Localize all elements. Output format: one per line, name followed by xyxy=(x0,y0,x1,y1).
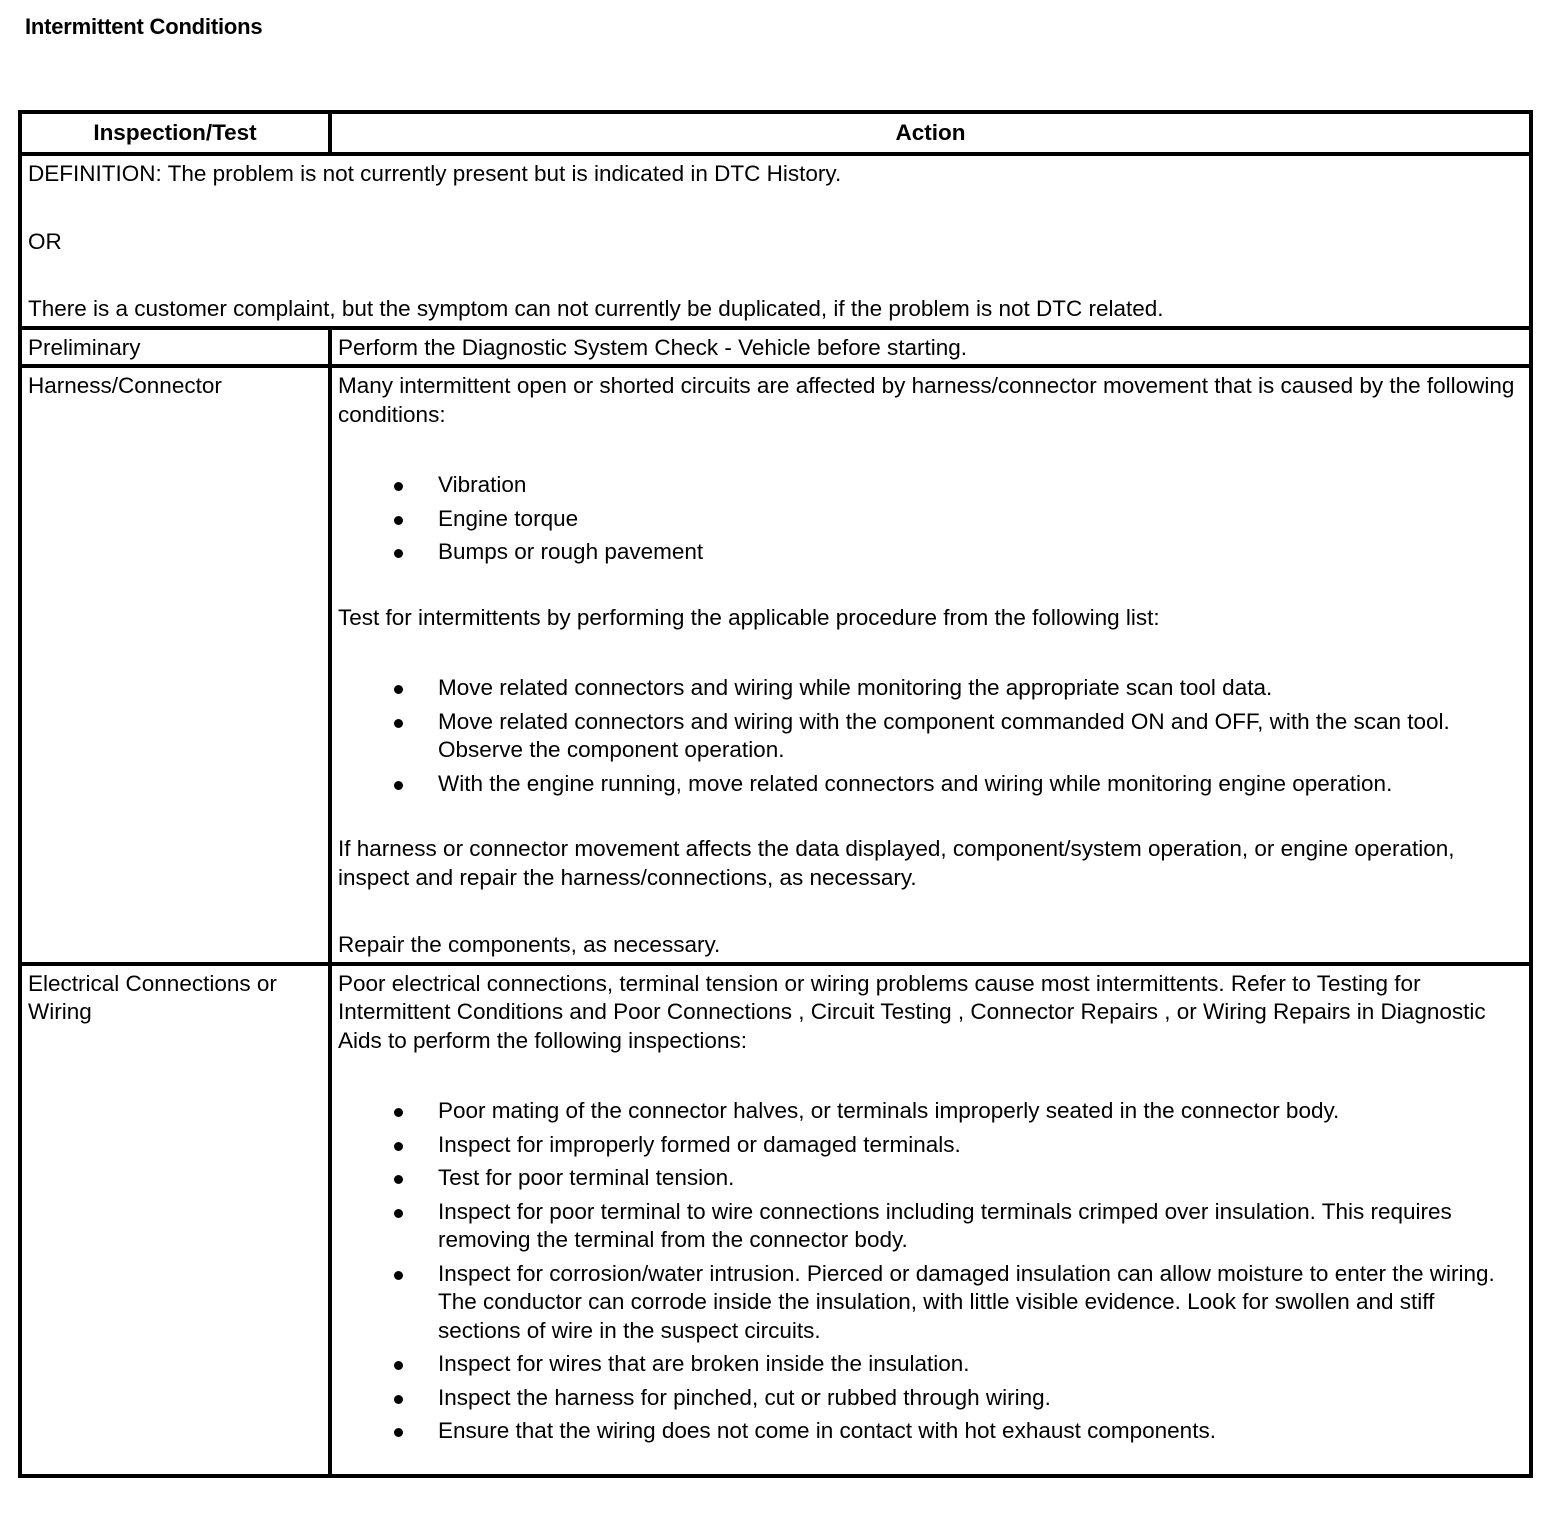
test-intro: Test for intermittents by performing the applicable procedure from the following list: xyxy=(338,604,1160,630)
list-item: Engine torque xyxy=(438,505,579,531)
conditions-list xyxy=(338,471,1523,567)
list-item: Inspect the harness for pinched, cut or rubbed through wiring. xyxy=(438,1384,1051,1410)
action-text: Perform the Diagnostic System Check - Vehicle before starting. xyxy=(330,328,1531,367)
action-cell xyxy=(330,964,1531,1476)
list-item: Bumps or rough pavement xyxy=(438,539,704,564)
table-row-harness-connector xyxy=(20,366,1531,964)
test-name: Harness/Connector xyxy=(20,366,330,964)
table-row-electrical-connections xyxy=(20,964,1531,1476)
list-item: Ensure that the wiring does not come in contact with hot exhaust components. xyxy=(438,1418,1216,1443)
inspections-list xyxy=(338,1097,1523,1446)
list-item: Test for poor terminal tension. xyxy=(438,1165,735,1190)
list-item: With the engine running, move related connectors and wiring while monitoring engine operation. xyxy=(438,770,1393,796)
test-name: Preliminary xyxy=(20,328,330,367)
header-inspection-test: Inspection/Test xyxy=(20,112,330,154)
table-header-row xyxy=(20,112,1531,154)
list-item: Inspect for wires that are broken inside the insulation. xyxy=(438,1351,970,1376)
list-item: Inspect for poor terminal to wire connections including terminals crimped over insulation. This requires removing the terminal from the connector body. xyxy=(438,1198,1452,1252)
list-item: Move related connectors and wiring with the component commanded ON and OFF, with the scan tool. Observe the component operation. xyxy=(438,708,1450,762)
action-intro: Many intermittent open or shorted circuits are affected by harness/connector movement that is caused by the following conditions: xyxy=(338,373,1515,427)
header-action: Action xyxy=(330,112,1531,154)
definition-or: OR xyxy=(28,228,62,254)
definition-cell xyxy=(20,154,1531,328)
procedures-list xyxy=(338,674,1523,798)
definition-alternative: There is a customer complaint, but the symptom can not currently be duplicated, if the problem is not DTC related. xyxy=(28,296,1164,321)
action-cell xyxy=(330,366,1531,964)
test-name: Electrical Connections or Wiring xyxy=(20,964,330,1476)
table-row-preliminary xyxy=(20,328,1531,367)
result-text: If harness or connector movement affects the data displayed, component/system operation, or engine operation, inspect and repair the harness/connections, as necessary. xyxy=(338,836,1455,890)
definition-text: DEFINITION: The problem is not currently present but is indicated in DTC History. xyxy=(28,161,842,186)
inspection-table xyxy=(18,110,1533,1478)
action-intro: Poor electrical connections, terminal tension or wiring problems cause most intermittents. Refer to Testing for Intermittent Conditions and Poor Connections , Circuit Testing , Connector Repairs , or Wiring Repairs in Diagnostic Aids to perform the following inspections: xyxy=(338,970,1486,1053)
list-item: Inspect for corrosion/water intrusion. Pierced or damaged insulation can allow moisture to enter the wiring. The conductor can corrode inside the insulation, with little visible evidence. Look for swollen and stiff sections of wire in the suspect circuits. xyxy=(438,1260,1495,1343)
list-item: Poor mating of the connector halves, or terminals improperly seated in the connector body. xyxy=(438,1098,1340,1123)
list-item: Move related connectors and wiring while monitoring the appropriate scan tool data. xyxy=(438,675,1273,700)
list-item: Inspect for improperly formed or damaged terminals. xyxy=(438,1131,961,1157)
list-item: Vibration xyxy=(438,472,527,497)
document-title: Intermittent Conditions xyxy=(25,14,263,39)
definition-row xyxy=(20,154,1531,328)
repair-text: Repair the components, as necessary. xyxy=(338,932,721,957)
